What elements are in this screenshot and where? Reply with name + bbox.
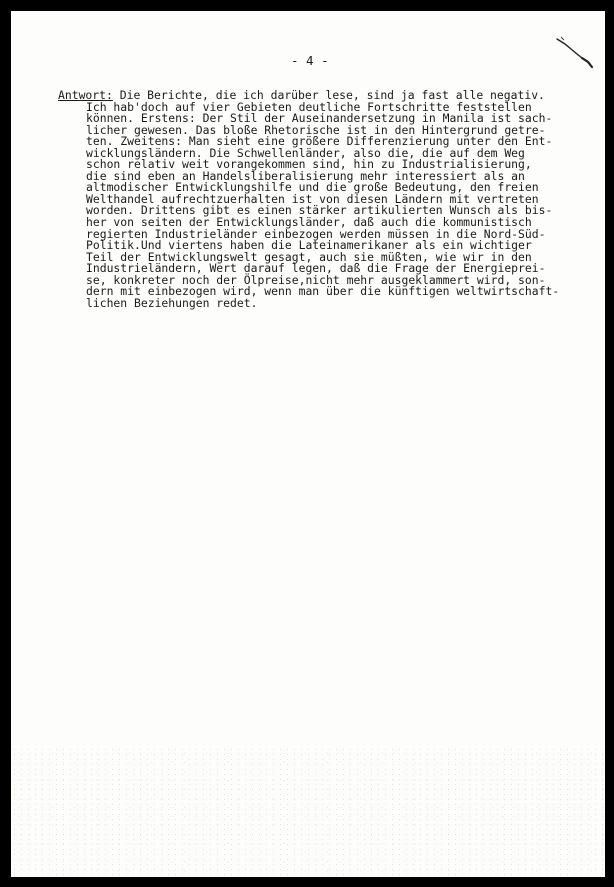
paragraph-line: Teil der Entwicklungswelt gesagt, auch sie müßten, wie wir in den	[86, 249, 532, 264]
paragraph-line: Politik.Und viertens haben die Lateinamerikaner als ein wichtiger	[86, 238, 532, 253]
staple-mark-icon	[555, 35, 595, 71]
paragraph-line: können. Erstens: Der Stil der Auseinandersetzung in Manila ist sach-	[86, 111, 553, 126]
paragraph-line: die sind eben an Handelsliberalisierung mehr interessiert als an	[86, 168, 525, 183]
paragraph-line: Industrieländern, Wert darauf legen, daß die Frage der Energieprei-	[86, 261, 546, 276]
answer-paragraph	[58, 90, 603, 309]
paragraph-line: se, konkreter noch der Ölpreise,nicht mehr ausgeklammert wird, son-	[86, 272, 546, 287]
paragraph-line: altmodischer Entwicklungshilfe und die große Bedeutung, den freien	[86, 180, 539, 195]
paragraph-line: her von seiten der Entwicklungsländer, daß auch die kommunistisch	[86, 215, 532, 230]
paragraph-line: lichen Beziehungen redet.	[86, 295, 258, 310]
paragraph-line: licher gewesen. Das bloße Rhetorische ist in den Hintergrund getre-	[86, 122, 546, 137]
paragraph-line: dern mit einbezogen wird, wenn man über die künftigen weltwirtschaft-	[86, 284, 560, 299]
page-number: - 4 -	[291, 53, 329, 68]
line-text: Die Berichte, die ich darüber lese, sind ja fast alle negativ.	[112, 88, 545, 102]
paragraph-line: Ich hab'doch auf vier Gebieten deutliche Fortschritte feststellen	[86, 99, 532, 114]
paragraph-line: ten. Zweitens: Man sieht eine größere Differenzierung unter den Ent-	[86, 134, 553, 149]
paragraph-line: wicklungsländern. Die Schwellenländer, also die, die auf dem Weg	[86, 145, 525, 160]
answer-label: Antwort:	[58, 88, 113, 102]
scan-noise	[11, 747, 605, 877]
paragraph-line: worden. Drittens gibt es einen stärker artikulierten Wunsch als bis-	[86, 203, 553, 218]
document-page	[11, 11, 605, 877]
paragraph-line: schon relativ weit vorangekommen sind, hin zu Industrialisierung,	[86, 157, 532, 172]
paragraph-line: regierten Industrieländer einbezogen werden müssen in die Nord-Süd-	[86, 226, 546, 241]
paragraph-line: Welthandel aufrechtzuerhalten ist von diesen Ländern mit vertreten	[86, 191, 539, 206]
